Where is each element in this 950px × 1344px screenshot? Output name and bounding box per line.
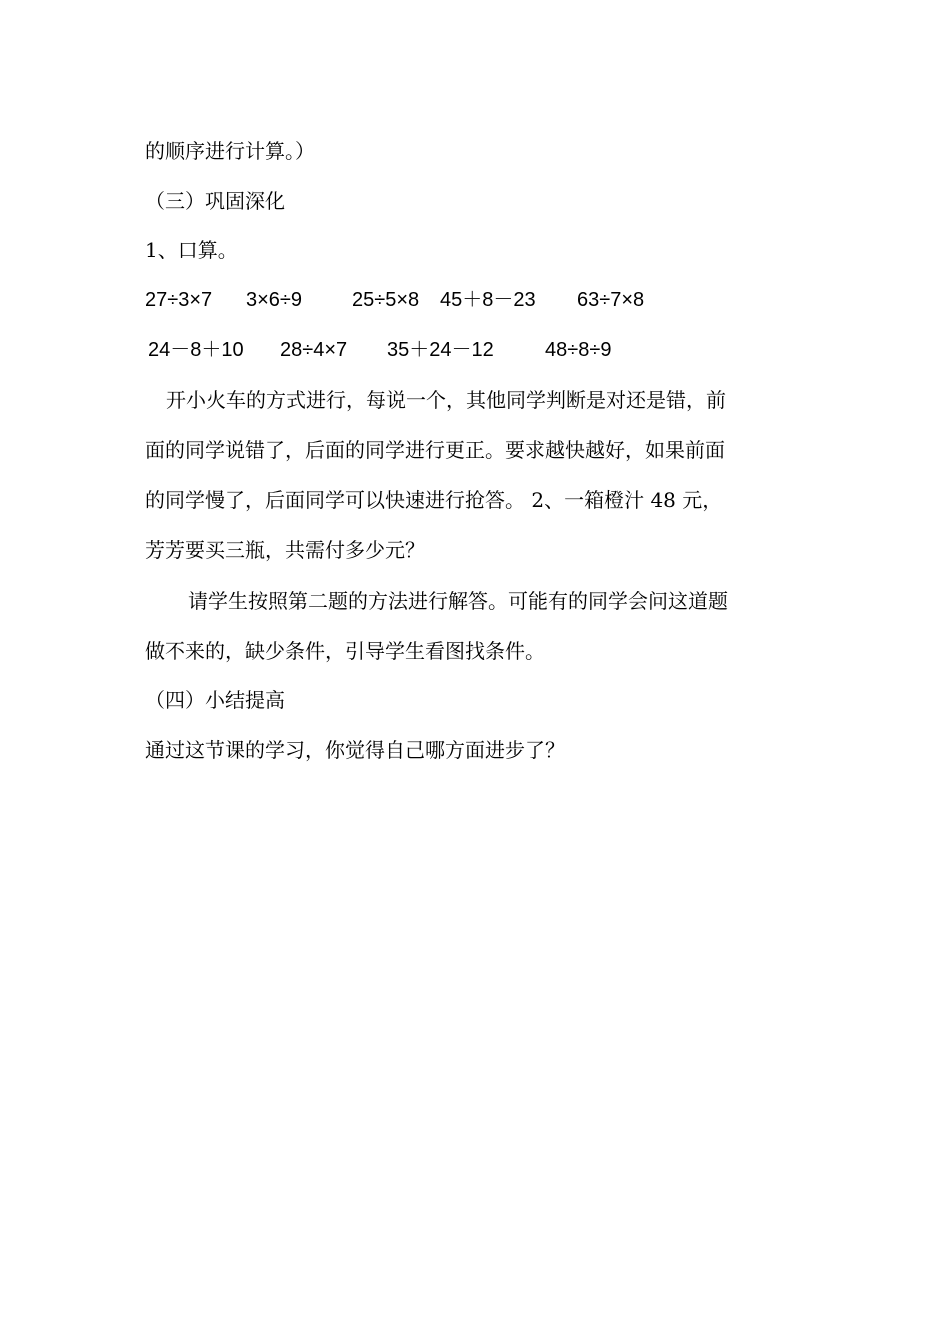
- oral-expression: 25÷5×8: [352, 289, 420, 311]
- oral-calc-row-1: [145, 286, 805, 314]
- oral-expression: 24－8＋10: [148, 339, 244, 361]
- oral-expression: 28÷4×7: [280, 339, 348, 361]
- oral-calc-row-2: [145, 336, 805, 364]
- oral-expression: 63÷7×8: [577, 289, 645, 311]
- paragraph-line: 做不来的，缺少条件，引导学生看图找条件。: [145, 639, 545, 663]
- oral-expression: 27÷3×7: [145, 289, 213, 311]
- paragraph-line: 芳芳要买三瓶，共需付多少元？: [145, 538, 425, 562]
- paragraph-line: 面的同学说错了，后面的同学进行更正。要求越快越好，如果前面: [145, 438, 725, 462]
- oral-expression: 3×6÷9: [246, 289, 303, 311]
- paragraph-line: 请学生按照第二题的方法进行解答。可能有的同学会问这道题: [188, 589, 728, 613]
- section-heading-consolidate: （三）巩固深化: [145, 189, 285, 213]
- oral-expression: 48÷8÷9: [545, 339, 612, 361]
- paragraph-line: 的同学慢了，后面同学可以快速进行抢答。 2、一箱橙汁 48 元，: [145, 488, 723, 512]
- paragraph-line: 开小火车的方式进行，每说一个，其他同学判断是对还是错，前: [166, 388, 726, 412]
- oral-expression: 35＋24－12: [387, 339, 494, 361]
- paragraph-line: 通过这节课的学习，你觉得自己哪方面进步了？: [145, 738, 565, 762]
- oral-expression: 45＋8－23: [440, 289, 536, 311]
- item-heading-oral-calc: 1、口算。: [145, 238, 238, 262]
- section-heading-summary: （四）小结提高: [145, 688, 285, 712]
- paragraph-line: 的顺序进行计算。）: [145, 139, 315, 163]
